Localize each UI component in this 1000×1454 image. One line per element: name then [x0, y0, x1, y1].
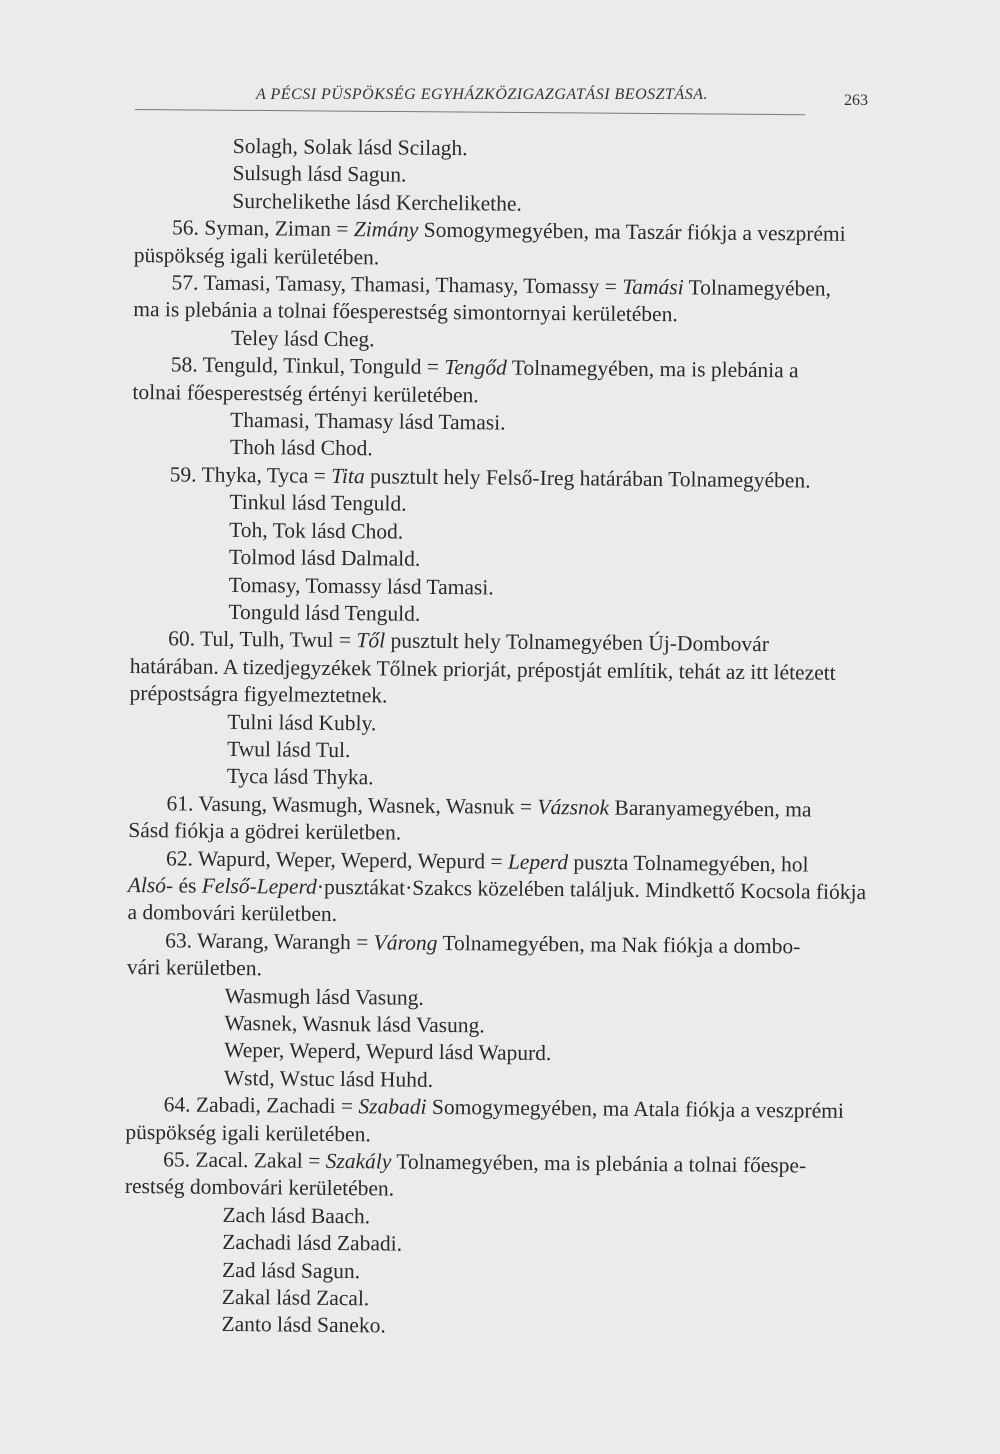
entry-number: 62. — [165, 845, 199, 871]
entry-place-name: Től — [356, 628, 386, 653]
cross-reference-line: Weper, Weperd, Wepurd lásd Wapurd. — [224, 1038, 552, 1066]
entry-description: Somogymegyében, ma Atala fiókja a veszprémi — [426, 1095, 844, 1124]
cross-reference-line: Thamasi, Thamasy lásd Tamasi. — [230, 407, 506, 435]
cross-reference-line: Toh, Tok lásd Chod. — [229, 517, 404, 544]
cross-reference-line: Wstd, Wstuc lásd Huhd. — [223, 1065, 434, 1092]
entry-continuation-line: püspökség igali kerületében. — [133, 242, 380, 269]
entry-place-name: Várong — [373, 930, 438, 955]
entry-variants: Tamasi, Tamasy, Thamasi, Thamasy, Tomassy = — [203, 270, 623, 299]
cross-reference-line: Wasnek, Wasnuk lásd Vasung. — [224, 1010, 485, 1038]
entry-continuation-line: ma is plebánia a tolnai főesperestség simontornyai kerületében. — [133, 297, 678, 327]
entry-number: 65. — [163, 1147, 196, 1172]
entry-number: 64. — [163, 1092, 197, 1117]
entry-variants: Zabadi, Zachadi = — [195, 1092, 359, 1119]
entry-number: 58. — [170, 352, 203, 377]
entry-number: 59. — [169, 462, 202, 487]
cross-reference-line: Zakal lásd Zacal. — [221, 1284, 370, 1311]
running-title: A PÉCSI PÜSPÖKSÉG EGYHÁZKÖZIGAZGATÁSI BEOSZTÁSA. — [256, 86, 708, 103]
cross-reference-line: Wasmugh lásd Vasung. — [224, 983, 424, 1010]
entry-place-name: Szakály — [325, 1148, 392, 1174]
entry-number: 60. — [168, 626, 201, 651]
entry-number: 63. — [165, 928, 198, 953]
entry-variants: Thyka, Tyca = — [201, 462, 332, 488]
entry-description: pusztult hely Felső-Ireg határában Tolnamegyében. — [364, 464, 811, 493]
cross-reference-line: Tinkul lásd Tenguld. — [229, 490, 407, 516]
entry-description: puszta Tolnamegyében, hol — [567, 849, 809, 877]
entry-place-name: Zimány — [353, 217, 419, 242]
entry-number: 61. — [166, 791, 199, 816]
cross-reference-line: Solagh, Solak lásd Scilagh. — [232, 133, 468, 161]
entry-place-name: Tengőd — [444, 355, 507, 380]
cross-reference-line: Zachadi lásd Zabadi. — [222, 1230, 403, 1256]
entry-description: Tolnamegyében, — [683, 275, 832, 301]
entry-variants: Wapurd, Weper, Weperd, Wepurd = — [197, 846, 509, 874]
body-text — [123, 132, 867, 1345]
entry-continuation-line: a dombovári kerületben. — [127, 900, 338, 927]
cross-reference-line: Tulni lásd Kubly. — [227, 709, 377, 735]
entry-description: pusztult hely Tolnamegyében Új-Dombovár — [385, 628, 770, 657]
entry-place-name: Felső-Leperd — [201, 873, 317, 899]
cross-reference-line: Zach lásd Baach. — [222, 1202, 371, 1229]
cross-reference-line: Twul lásd Tul. — [226, 736, 351, 763]
cross-reference-line: Tolmod lásd Dalmald. — [228, 545, 421, 571]
entry-variants: Tul, Tulh, Twul = — [199, 626, 357, 653]
entry-variants: Zacal. Zakal = — [195, 1147, 326, 1173]
cross-reference-line: Tonguld lásd Tenguld. — [228, 599, 421, 626]
entry-continuation-line: tolnai főesperestség értényi kerületében. — [132, 379, 479, 407]
entry-place-name: Szabadi — [358, 1094, 427, 1120]
entry-place-name: Vázsnok — [537, 794, 610, 820]
header-rule — [135, 109, 805, 115]
cross-reference-line: Teley lásd Cheg. — [230, 325, 375, 352]
entry-variants: Syman, Ziman = — [204, 215, 354, 242]
entry-variants: Warang, Warangh = — [197, 928, 374, 955]
entry-place-name: Alsó- — [127, 872, 174, 898]
page-number: 263 — [844, 92, 868, 109]
entry-place-name: Tita — [331, 463, 365, 489]
entry-number: 56. — [171, 215, 205, 240]
entry-place-name: Tamási — [622, 274, 684, 300]
entry-continuation-line: vári kerületben. — [126, 955, 263, 981]
cross-reference-line: Tyca lásd Thyka. — [226, 764, 374, 790]
entry-text: és — [173, 873, 202, 898]
cross-reference-line: Zanto lásd Saneko. — [221, 1312, 386, 1338]
entry-variants: Vasung, Wasmugh, Wasnek, Wasnuk = — [198, 791, 538, 819]
entry-continuation-line: püspökség igali kerületében. — [125, 1119, 371, 1146]
cross-reference-line: Surchelikethe lásd Kerchelikethe. — [232, 188, 522, 216]
entry-description: Somogymegyében, ma Taszár fiókja a veszprémi — [418, 217, 846, 247]
cross-reference-line: Zad lásd Sagun. — [221, 1257, 361, 1283]
cross-reference-line: Sulsugh lásd Sagun. — [232, 161, 407, 188]
entry-place-name: Leperd — [507, 849, 569, 874]
entry-description: Tolnamegyében, ma Nak fiókja a dombo- — [437, 930, 801, 959]
entry-text: ·pusztákat·Szakcs közelében találjuk. Mindkettő Kocsola fiókja — [316, 874, 867, 905]
cross-reference-line: Thoh lásd Chod. — [229, 435, 373, 461]
entry-description: Baranyamegyében, ma — [608, 795, 812, 822]
entry-continuation-line: restség dombovári kerületében. — [124, 1174, 395, 1201]
cross-reference-line: Tomasy, Tomassy lásd Tamasi. — [228, 572, 494, 599]
entry-description: Tolnamegyében, ma is plebánia a — [506, 355, 799, 383]
entry-continuation-line: határában. A tizedjegyzékek Tőlnek priorját, prépostját említik, tehát az itt létezett — [129, 653, 836, 685]
entry-continuation-line: prépostságra figyelmeztetnek. — [129, 681, 388, 708]
entry-continuation-line: Sásd fiókja a gödrei kerületben. — [128, 818, 402, 845]
entry-number: 57. — [171, 270, 204, 295]
entry-description: Tolnamegyében, ma is plebánia a tolnai főespe- — [391, 1149, 807, 1178]
entry-variants: Tenguld, Tinkul, Tonguld = — [202, 352, 445, 380]
